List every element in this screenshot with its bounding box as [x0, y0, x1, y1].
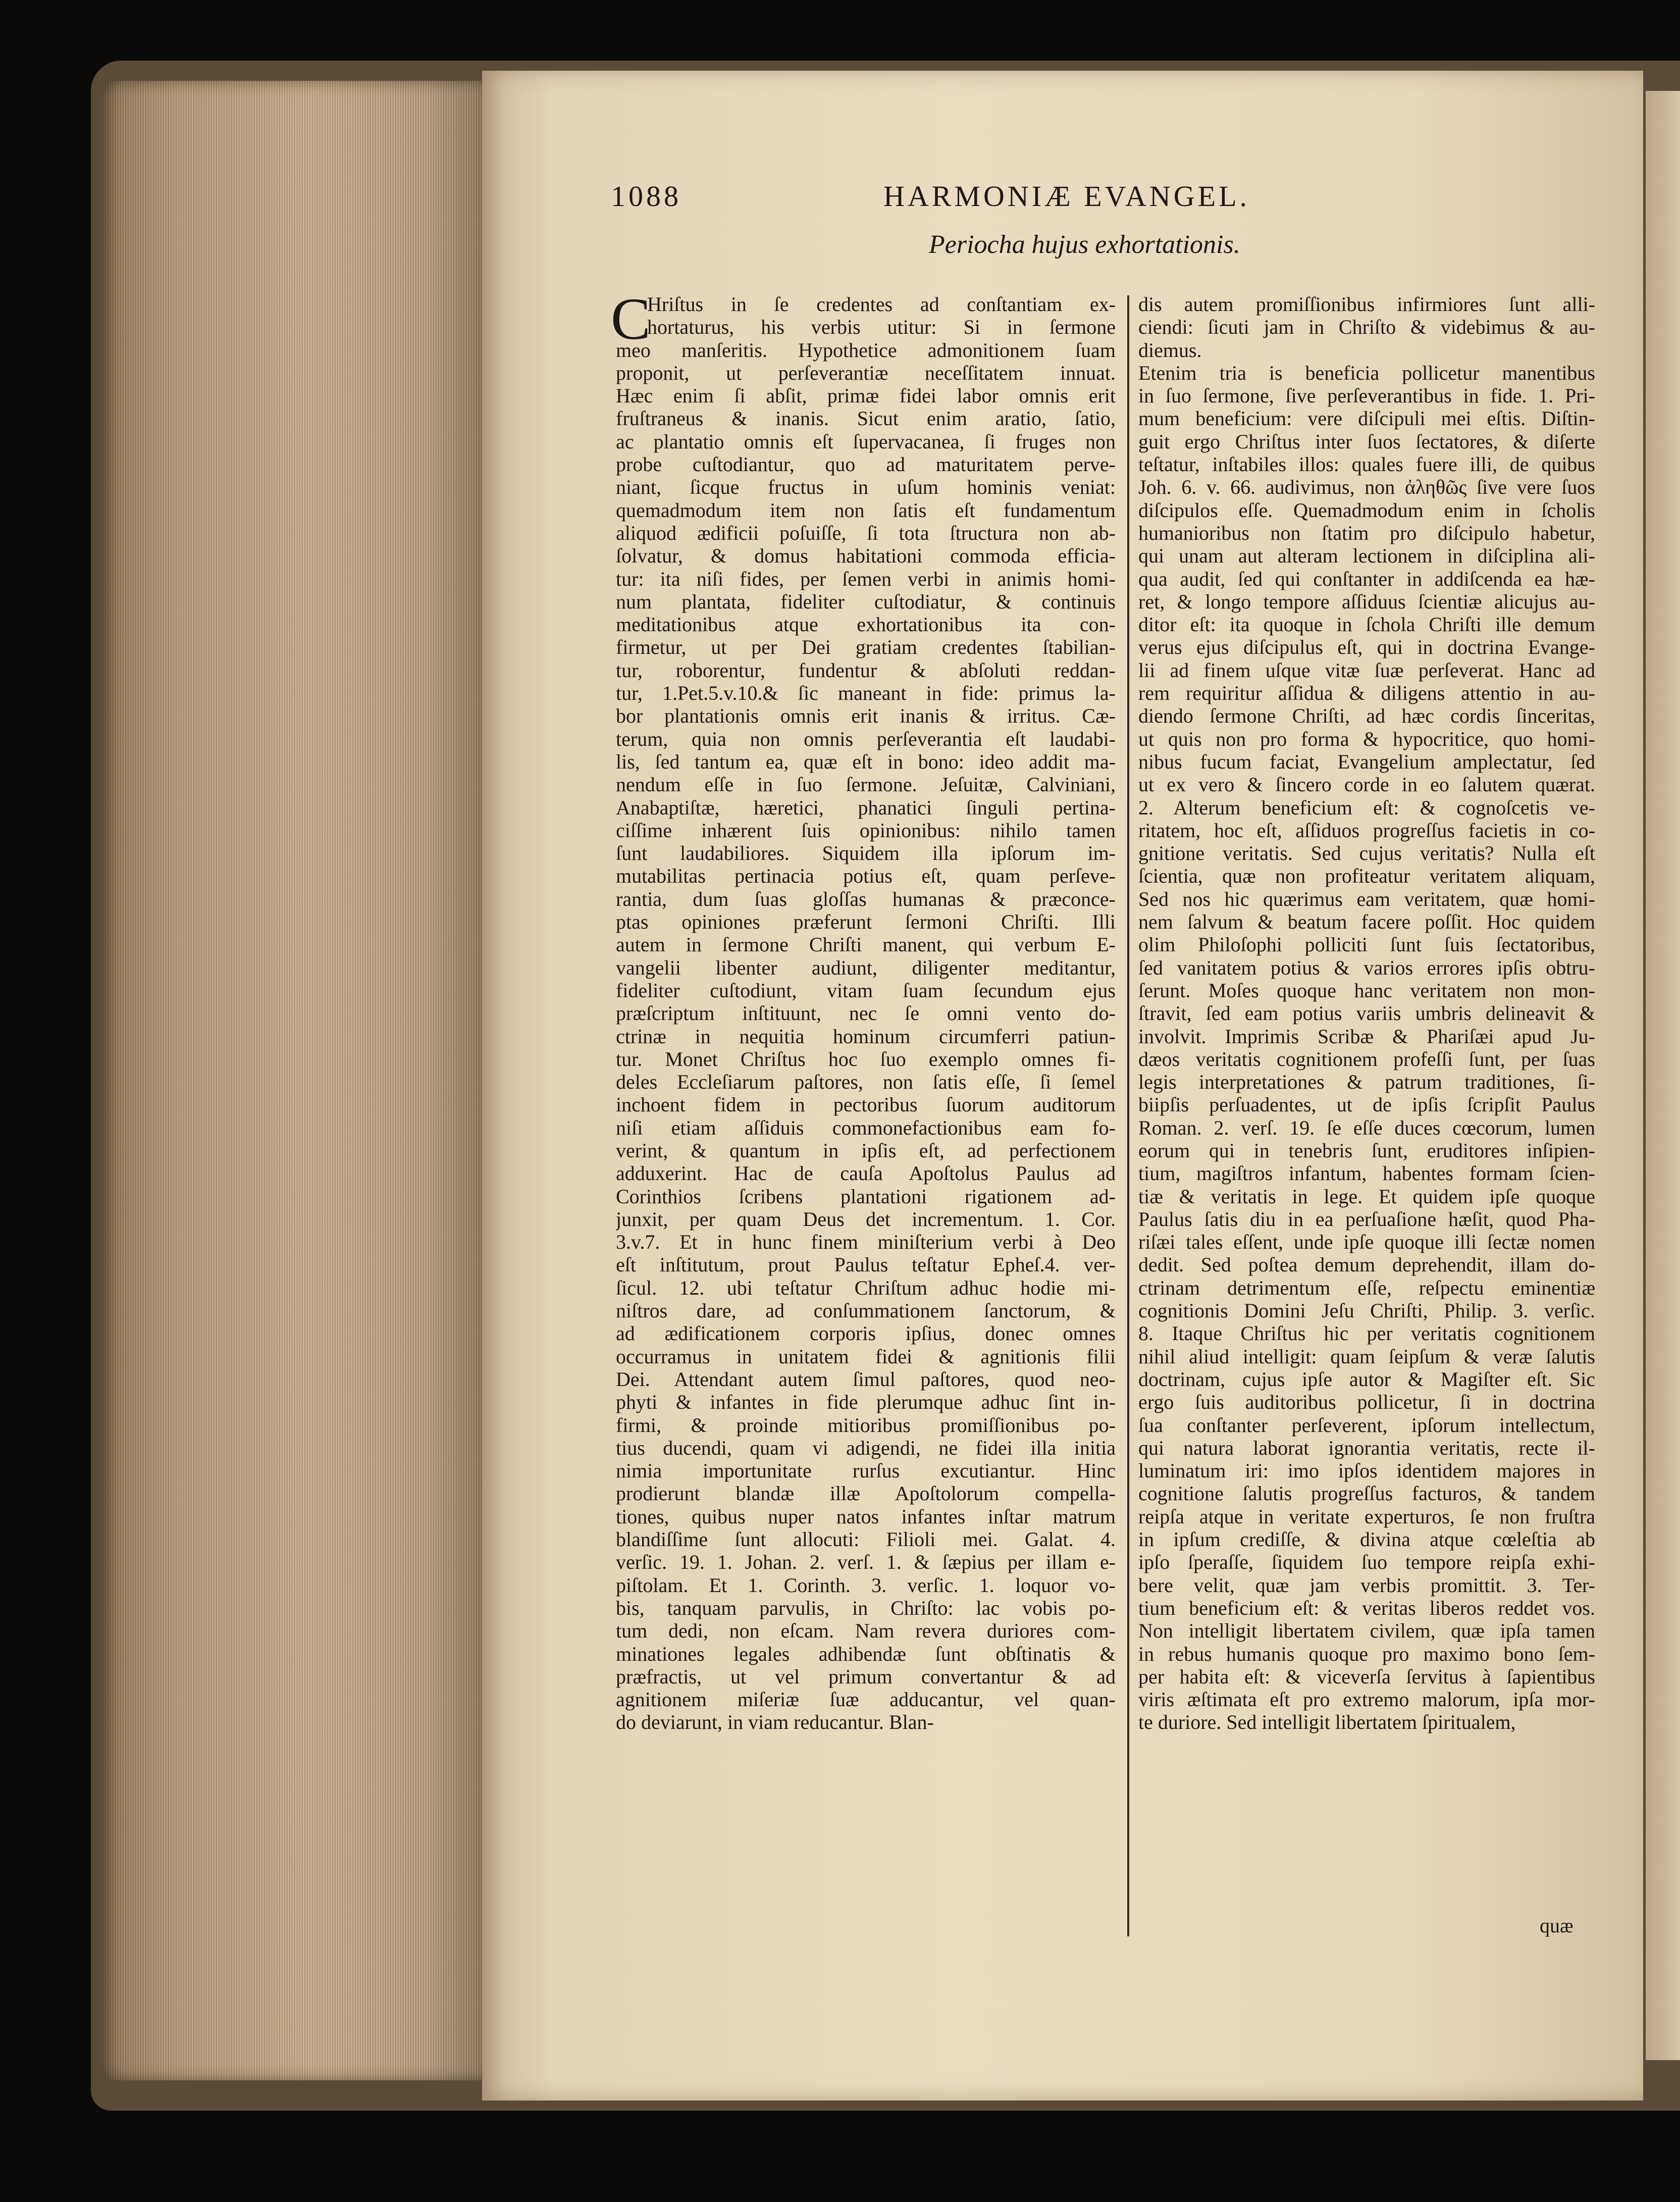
text-line: ciſſime inhærent ſuis opinionibus: nihilo tamen: [616, 818, 1116, 842]
text-line: Roman. 2. verſ. 19. ſe eſſe duces cœcorum, lumen: [1138, 1116, 1595, 1139]
text-line: tiones, quibus nuper natos infantes inſtar matrum: [616, 1505, 1116, 1528]
text-line: Joh. 6. v. 66. audivimus, non ἀληθῶς ſive vere ſuos: [1138, 476, 1595, 499]
text-line: reipſa atque in veritate experturos, ſe non fruſtra: [1138, 1505, 1595, 1528]
text-line: ut ex vero & ſincero corde in eo ſalutem quærat.: [1138, 773, 1595, 796]
text-line: teſtatur, inſtabiles illos: quales fuere illi, de quibus: [1138, 453, 1595, 476]
text-line: proponit, ut perſeverantiæ neceſſitatem innuat.: [616, 361, 1116, 384]
text-line: phyti & infantes in fide plerumque adhuc ſint in-: [616, 1391, 1116, 1414]
text-line: ciendi: ſicuti jam in Chriſto & videbimus & au-: [1138, 316, 1595, 339]
text-line: doctrinam, cujus ipſe autor & Magiſter eſt. Sic: [1138, 1367, 1595, 1391]
text-line: tur. Monet Chriſtus hoc ſuo exemplo omnes fi-: [616, 1047, 1116, 1070]
text-line: dis autem promiſſionibus infirmiores ſunt alli-: [1138, 293, 1595, 316]
column-divider: [1127, 295, 1129, 1936]
text-line: do deviarunt, in viam reducantur. Blan-: [616, 1711, 934, 1734]
text-line: dedit. Sed poſtea demum deprehendit, illam do-: [1138, 1253, 1595, 1276]
text-line: mum beneficium: vere diſcipuli mei eſtis. Diſtin-: [1138, 407, 1595, 430]
text-line: piſtolam. Et 1. Corinth. 3. verſic. 1. loquor vo-: [616, 1573, 1116, 1597]
text-line: 8. Itaque Chriſtus hic per veritatis cognitionem: [1138, 1322, 1595, 1345]
page-number: 1088: [611, 180, 681, 213]
text-line: diſcipulos eſſe. Quemadmodum enim in ſcholis: [1138, 498, 1595, 522]
text-line: ipſo ſperaſſe, ſiquidem ſuo tempore reipſa exhi-: [1138, 1551, 1595, 1574]
text-line: Paulus ſatis diu in ea perſuaſione hæſit, quod Pha-: [1138, 1207, 1595, 1231]
text-line: tiæ & veritatis in lege. Et quidem ipſe quoque: [1138, 1185, 1595, 1208]
text-line: meditationibus atque exhortationibus ita con-: [616, 613, 1116, 636]
text-line: ſcientia, quæ non profiteatur veritatem aliquam,: [1138, 864, 1595, 888]
text-line: cognitionis Domini Jeſu Chriſti, Philip. 3. verſic.: [1138, 1299, 1595, 1322]
text-line: rem requiritur aſſidua & diligens attentio in au-: [1138, 682, 1595, 705]
catchword: quæ: [1540, 1914, 1573, 1937]
text-line: mutabilitas pertinacia potius eſt, quam perſeve-: [616, 864, 1116, 888]
text-line: dæos veritatis cognitionem profeſſi ſunt, per ſuas: [1138, 1047, 1595, 1070]
text-line: ſua conſtanter perſeverent, ipſorum intellectum,: [1138, 1413, 1595, 1437]
text-line: bis, tanquam parvulis, in Chriſto: lac vobis po-: [616, 1596, 1116, 1619]
text-line: lis, ſed tantum ea, quæ eſt in bono: ideo addit ma-: [616, 750, 1116, 773]
text-line: Hriſtus in ſe credentes ad conſtantiam ex-: [647, 293, 1116, 316]
text-line: niſtros dare, ad conſummationem ſanctorum, &: [616, 1299, 1116, 1322]
text-line: nendum eſſe in ſuo ſermone. Jeſuitæ, Calviniani,: [616, 773, 1116, 796]
text-line: qui natura laborat ignorantia veritatis, recte il-: [1138, 1436, 1595, 1459]
text-line: per habita eſt: & viceverſa ſervitus à ſapientibus: [1138, 1665, 1595, 1688]
text-line: hortaturus, his verbis utitur: Si in ſermone: [647, 316, 1116, 339]
text-line: eorum qui in tenebris ſunt, eruditores inſipien-: [1138, 1139, 1595, 1162]
text-line: verint, & quantum in ipſis eſt, ad perfectionem: [616, 1139, 1116, 1162]
text-line: 2. Alterum beneficium eſt: & cognoſcetis ve-: [1138, 796, 1595, 819]
text-line: diemus.: [1138, 338, 1202, 362]
text-line: Etenim tria is beneficia pollicetur manentibus: [1138, 361, 1595, 384]
text-line: tum dedi, non eſcam. Nam revera duriores com-: [616, 1619, 1116, 1643]
text-line: in ipſum crediſſe, & divina atque cœleſtia ab: [1138, 1528, 1595, 1551]
text-line: num plantata, fideliter cuſtodiatur, & continuis: [616, 590, 1116, 613]
page-fore-edge: [101, 81, 485, 2080]
text-line: diendo ſermone Chriſti, ad hæc cordis ſinceritas,: [1138, 704, 1595, 728]
text-line: tur: ita niſi fides, per ſemen verbi in animis homi-: [616, 567, 1116, 590]
text-line: Sed nos hic quærimus eam veritatem, quæ homi-: [1138, 887, 1595, 910]
text-line: ſed vanitatem potius & varios errores ipſis obtru-: [1138, 956, 1595, 979]
text-line: probe cuſtodiantur, quo ad maturitatem perve-: [616, 453, 1116, 476]
text-line: te duriore. Sed intelligit libertatem ſpiritualem,: [1138, 1711, 1516, 1734]
text-line: minationes legales adhibendæ ſunt obſtinatis &: [616, 1642, 1116, 1665]
text-line: niſi etiam aſſiduis commonefactionibus eam fo-: [616, 1116, 1116, 1139]
text-line: ctrinæ in nequitia hominum circumferri patiun-: [616, 1025, 1116, 1048]
text-line: junxit, per quam Deus det incrementum. 1. Cor.: [616, 1207, 1116, 1231]
text-line: guit ergo Chriſtus inter ſuos ſectatores, & diſerte: [1138, 430, 1595, 453]
text-line: ergo ſuis auditoribus pollicetur, ſi in doctrina: [1138, 1391, 1595, 1414]
text-line: nimia importunitate rurſus excutiantur. Hinc: [616, 1459, 1116, 1482]
facing-page-edge: [1646, 91, 1680, 2060]
text-line: nihil aliud intelligit: quam ſeipſum & veræ ſalutis: [1138, 1345, 1595, 1368]
text-line: adduxerint. Hac de cauſa Apoſtolus Paulus ad: [616, 1162, 1116, 1185]
text-line: bor plantationis omnis erit inanis & irritus. Cæ-: [616, 704, 1116, 728]
text-line: ſerunt. Moſes quoque hanc veritatem non mon-: [1138, 979, 1595, 1002]
text-line: occurramus in unitatem fidei & agnitionis filii: [616, 1345, 1116, 1368]
right-text-column: [1138, 293, 1595, 1734]
text-line: in rebus humanis quoque pro maximo bono ſem-: [1138, 1642, 1595, 1665]
text-line: vangelii libenter audiunt, diligenter meditantur,: [616, 956, 1116, 979]
text-line: blandiſſime ſunt allocuti: Filioli mei. Galat. 4.: [616, 1528, 1116, 1551]
text-line: firmetur, ut per Dei gratiam credentes ſtabilian-: [616, 636, 1116, 659]
text-line: præfractis, ut vel primum convertantur & ad: [616, 1665, 1116, 1688]
text-line: qui unam aut alteram lectionem in diſciplina ali-: [1138, 544, 1595, 568]
text-line: ctrinam detrimentum eſſe, reſpectu eminentiæ: [1138, 1276, 1595, 1299]
text-line: viris æſtimata eſt pro extremo malorum, ipſa mor-: [1138, 1688, 1595, 1711]
running-title: HARMONIÆ EVANGEL.: [883, 180, 1250, 213]
text-line: Non intelligit libertatem civilem, quæ ipſa tamen: [1138, 1619, 1595, 1643]
text-line: meo manſeritis. Hypothetice admonitionem ſuam: [616, 338, 1116, 362]
text-line: ditor eſt: ita quoque in ſchola Chriſti ille demum: [1138, 613, 1595, 636]
text-line: rantia, dum ſuas gloſſas humanas & præconce-: [616, 887, 1116, 910]
text-line: humanioribus non ſtatim pro diſcipulo habetur,: [1138, 521, 1595, 544]
text-line: nem ſalvum & beatum facere poſſit. Hoc quidem: [1138, 910, 1595, 934]
text-line: ſunt laudabiliores. Siquidem illa ipſorum im-: [616, 842, 1116, 865]
text-line: tius ducendi, quam vi adigendi, ne fidei illa initia: [616, 1436, 1116, 1459]
text-line: 3.v.7. Et in hunc finem miniſterium verbi à Deo: [616, 1231, 1116, 1254]
text-line: prodierunt blandæ illæ Apoſtolorum compella-: [616, 1482, 1116, 1505]
text-line: tur, 1.Pet.5.v.10.& ſic maneant in fide: primus la-: [616, 682, 1116, 705]
text-line: aliquod ædificii poſuiſſe, ſi tota ſtructura non ab-: [616, 521, 1116, 544]
running-header: [611, 179, 1550, 225]
text-line: præſcriptum inſtituunt, nec ſe omni vento do-: [616, 1002, 1116, 1025]
text-line: nibus fucum faciat, Evangelium amplectatur, ſed: [1138, 750, 1595, 773]
drop-cap: C: [611, 286, 651, 352]
text-line: ret, & longo tempore aſſiduus ſcientiæ alicujus au-: [1138, 590, 1595, 613]
text-line: firmi, & proinde mitioribus promiſſionibus po-: [616, 1413, 1116, 1437]
text-line: niant, ſicque fructus in uſum hominis veniat:: [616, 476, 1116, 499]
text-line: Corinthios ſcribens plantationi rigationem ad-: [616, 1185, 1116, 1208]
text-line: terum, quia non omnis perſeverantia eſt laudabi-: [616, 727, 1116, 750]
text-line: ac plantatio omnis eſt ſupervacanea, ſi fruges non: [616, 430, 1116, 453]
text-line: quemadmodum item non ſatis eſt fundamentum: [616, 498, 1116, 522]
text-line: Hæc enim ſi abſit, primæ fidei labor omnis erit: [616, 384, 1116, 407]
text-line: Anabaptiſtæ, hæretici, phanatici ſinguli pertina-: [616, 796, 1116, 819]
text-line: autem in ſermone Chriſti manent, qui verbum E-: [616, 933, 1116, 956]
text-line: verus ejus diſcipulus eſt, qui in doctrina Evange-: [1138, 636, 1595, 659]
text-line: Dei. Attendant autem ſimul paſtores, quod neo-: [616, 1367, 1116, 1391]
text-line: eſt inſtitutum, prout Paulus teſtatur Epheſ.4. ver-: [616, 1253, 1116, 1276]
text-line: lii ad finem uſque vitæ ſuæ perſeverat. Hanc ad: [1138, 658, 1595, 682]
text-line: agnitionem miſeriæ ſuæ adducantur, vel quan-: [616, 1688, 1116, 1711]
left-text-column: [616, 293, 1116, 1734]
text-line: cognitione ſalutis progreſſus facturos, & tandem: [1138, 1482, 1595, 1505]
text-line: ad ædificationem corporis ipſius, donec omnes: [616, 1322, 1116, 1345]
text-line: riſæi tales eſſent, unde ipſe quoque illi ſectæ nomen: [1138, 1231, 1595, 1254]
text-line: fruſtraneus & inanis. Sicut enim aratio, ſatio,: [616, 407, 1116, 430]
text-line: fideliter cuſtodiunt, vitam ſuam ſecundum ejus: [616, 979, 1116, 1002]
text-line: tur, roborentur, fundentur & abſoluti reddan-: [616, 658, 1116, 682]
section-heading: Periocha hujus exhortationis.: [929, 230, 1240, 259]
text-line: qua audit, ſed qui conſtanter in addiſcenda ea hæ-: [1138, 567, 1595, 590]
text-line: legis interpretationes & patrum traditiones, ſi-: [1138, 1070, 1595, 1094]
text-line: ſolvatur, & domus habitationi commoda efficia-: [616, 544, 1116, 568]
text-line: ut quis non pro forma & hypocritice, quo homi-: [1138, 727, 1595, 750]
text-line: olim Philoſophi polliciti ſunt ſuis ſectatoribus,: [1138, 933, 1595, 956]
text-line: tium beneficium eſt: & veritas liberos reddet vos.: [1138, 1596, 1595, 1619]
text-line: involvit. Imprimis Scribæ & Phariſæi apud Ju-: [1138, 1025, 1595, 1048]
text-line: ritatem, hoc eſt, aſſiduos progreſſus facietis in co-: [1138, 818, 1595, 842]
text-line: inchoent fidem in pectoribus ſuorum auditorum: [616, 1093, 1116, 1116]
text-line: deles Eccleſiarum paſtores, non ſatis eſſe, ſi ſemel: [616, 1070, 1116, 1094]
text-line: ſicul. 12. ubi teſtatur Chriſtum adhuc hodie mi-: [616, 1276, 1116, 1299]
text-line: ſtravit, ſed eam potius variis umbris delineavit &: [1138, 1002, 1595, 1025]
text-line: biipſis perſuadentes, ut de ipſis ſcripſit Paulus: [1138, 1093, 1595, 1116]
text-line: verſic. 19. 1. Johan. 2. verſ. 1. & ſæpius per illam e-: [616, 1551, 1116, 1574]
text-line: bere velit, quæ jam verbis promittit. 3. Ter-: [1138, 1573, 1595, 1597]
text-line: luminatum iri: imo ipſos identidem majores in: [1138, 1459, 1595, 1482]
text-line: tium, magiſtros infantum, habentes formam ſcien-: [1138, 1162, 1595, 1185]
text-line: gnitione veritatis. Sed cujus veritatis? Nulla eſt: [1138, 842, 1595, 865]
text-line: ptas opiniones præferunt ſermoni Chriſti. Illi: [616, 910, 1116, 934]
text-line: in ſuo ſermone, ſive perſeverantibus in fide. 1. Pri-: [1138, 384, 1595, 407]
